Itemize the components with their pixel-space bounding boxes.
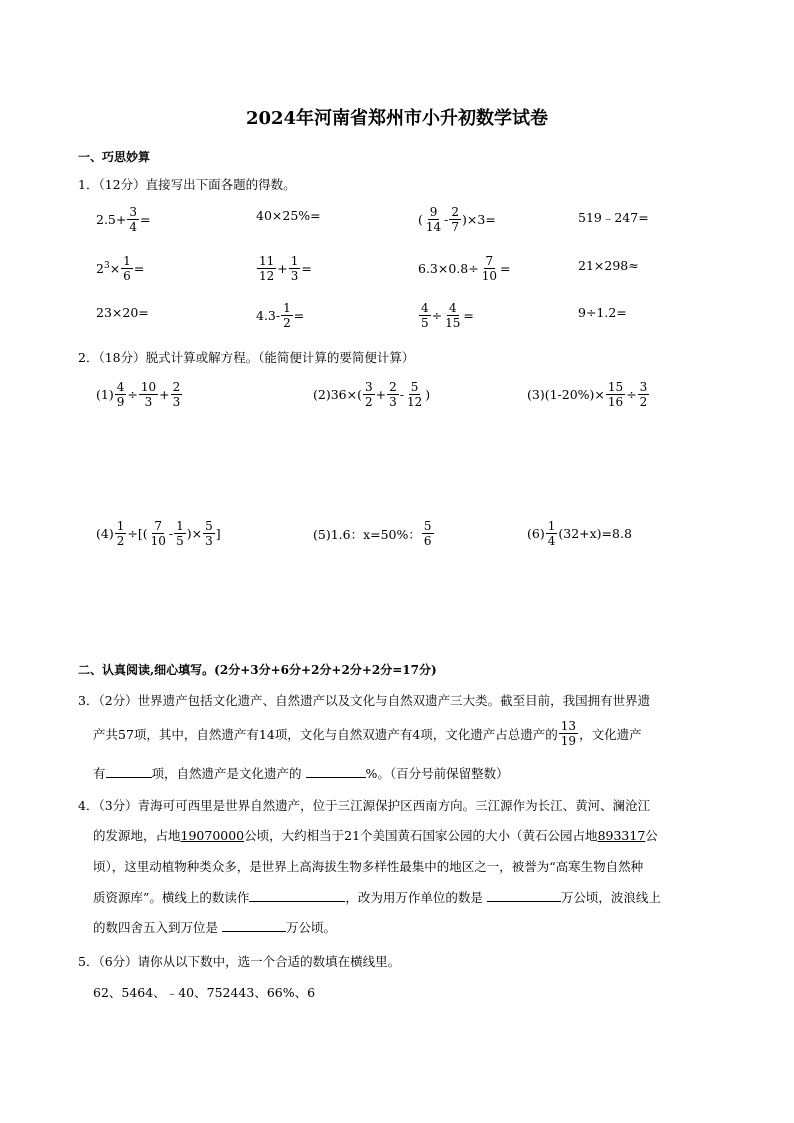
text: - (444, 212, 449, 227)
answer-blank[interactable] (487, 889, 561, 902)
answer-blank[interactable] (306, 765, 366, 778)
denominator: 4 (129, 220, 137, 234)
q1-r3c2 (256, 302, 304, 329)
label: (1) (96, 387, 114, 402)
text: ] (215, 526, 221, 541)
fraction (387, 381, 399, 408)
fraction (480, 255, 499, 282)
fraction (449, 206, 461, 233)
fraction (174, 520, 186, 547)
text: ，改为用万作单位的数是 (345, 890, 483, 905)
text: )× (186, 526, 203, 541)
text: = (463, 308, 474, 323)
q2-p6 (527, 520, 632, 547)
q1-r3c1: 23×20= (96, 305, 149, 320)
text: × (109, 261, 121, 276)
text: ÷ (127, 387, 138, 402)
numerator: 1 (283, 301, 291, 315)
q4-line5 (93, 918, 336, 936)
denominator: 5 (176, 534, 184, 548)
label: (2)36×( (313, 387, 362, 402)
fraction (171, 381, 183, 408)
fraction (121, 255, 133, 282)
denominator: 4 (547, 534, 556, 548)
fraction (127, 206, 139, 233)
q2-p5 (313, 520, 435, 547)
denominator: 3 (205, 534, 213, 548)
numerator: 3 (364, 380, 373, 394)
q1-r1c1 (96, 206, 150, 233)
text: ( (418, 212, 423, 227)
numerator: 5 (205, 519, 213, 533)
text: 6.3×0.8÷ (418, 261, 479, 276)
numerator: 5 (423, 519, 432, 533)
q5-numbers: 62、5464、﹣40、752443、66%、6 (93, 985, 316, 1000)
denominator: 2 (639, 395, 648, 409)
answer-blank[interactable] (222, 919, 286, 932)
text: 产共57项，其中，自然遗产有14项，文化与自然双遗产有4项，文化遗产占总遗产的 (93, 726, 558, 742)
numerator: 11 (259, 254, 275, 268)
q1-r1c4: 519﹣247= (578, 210, 649, 225)
fraction (363, 381, 375, 408)
q2-p2 (313, 381, 430, 408)
fraction (115, 520, 127, 547)
q1-r2c1 (96, 255, 144, 282)
text: 的数四舍五入到万位是 (93, 920, 219, 935)
text: ÷ (431, 308, 443, 323)
text: - (168, 526, 174, 541)
fraction (115, 381, 127, 408)
text: 有 (93, 766, 106, 781)
numerator: 1 (290, 254, 299, 268)
numerator: 2 (172, 380, 181, 394)
answer-blank[interactable] (106, 765, 152, 778)
fraction (281, 302, 293, 329)
numerator: 3 (129, 205, 137, 219)
numerator: 5 (410, 380, 419, 394)
fraction (289, 255, 301, 282)
numerator: 1 (547, 519, 556, 533)
numerator: 1 (123, 254, 131, 268)
fraction (405, 381, 424, 408)
label: (3)(1-20%)× (527, 387, 605, 402)
denominator: 3 (172, 395, 181, 409)
text: ) (425, 387, 431, 402)
text: (32+x)=8.8 (558, 526, 632, 541)
numerator: 2 (389, 380, 397, 394)
fraction (424, 206, 443, 233)
denominator: 16 (607, 395, 624, 409)
numerator: 4 (421, 301, 429, 315)
denominator: 10 (150, 534, 166, 548)
denominator: 3 (389, 395, 397, 409)
numerator: 3 (639, 380, 648, 394)
text (96, 261, 110, 276)
numerator: 1 (116, 519, 125, 533)
q1-stem: 1．（12分）直接写出下面各题的得数。 (78, 177, 296, 192)
q2-stem: 2．（18分）脱式计算或解方程。（能简便计算的要简便计算） (78, 350, 415, 365)
text: ，文化遗产 (579, 726, 642, 742)
q2-p3 (527, 381, 650, 408)
text: = (301, 261, 312, 276)
q1-r2c2 (256, 255, 312, 282)
denominator: 10 (481, 269, 497, 283)
q3-line3 (93, 764, 509, 782)
fraction (139, 381, 158, 408)
denominator: 15 (445, 316, 461, 330)
fraction (638, 381, 650, 408)
text: 质资源库”。横线上的数读作 (93, 890, 250, 905)
numerator: 7 (154, 519, 163, 533)
numerator: 15 (607, 380, 624, 394)
text: - (399, 387, 404, 402)
denominator: 9 (116, 395, 125, 409)
text: + (277, 261, 288, 276)
q4-line1: 4．（3分）青海可可西里是世界自然遗产，位于三江源保护区西南方向。三江源作为长江、黄河、澜沧江 (78, 798, 651, 813)
text: 万公顷，波浪线上 (560, 890, 661, 905)
text: = (293, 308, 305, 323)
q1-r2c4: 21×298≈ (578, 258, 639, 273)
text: %。（百分号前保留整数） (365, 766, 509, 781)
answer-blank[interactable] (249, 889, 345, 902)
text: + (159, 387, 170, 402)
text: 2.5+ (96, 212, 127, 227)
denominator: 2 (283, 316, 291, 330)
q1-r1c2: 40×25%= (256, 208, 321, 223)
text: = (500, 261, 511, 276)
denominator: 14 (425, 220, 442, 234)
text: = (133, 261, 145, 276)
label: (5)1.6：x=50%： (313, 526, 421, 542)
q1-r3c4: 9÷1.2= (578, 305, 627, 320)
label: (6) (527, 526, 545, 541)
fraction (422, 520, 434, 547)
fraction (203, 520, 215, 547)
numerator: 10 (140, 380, 157, 394)
text: ÷[( (127, 526, 148, 541)
q5-line1: 5．（6分）请你从以下数中，选一个合适的数填在横线里。 (78, 954, 401, 969)
q1-r2c3 (418, 255, 510, 282)
fraction (419, 302, 431, 329)
q3-line2 (93, 720, 642, 747)
section2-heading: 二、认真阅读,细心填写。(2分+3分+6分+2分+2分+2分=17分) (78, 663, 437, 677)
q2-p4 (96, 520, 221, 547)
text: + (375, 387, 387, 402)
q3-line1: 3．（2分）世界遗产包括文化遗产、自然遗产以及文化与自然双遗产三大类。截至目前，我国拥有世界遗 (78, 693, 651, 708)
q1-r1c3 (418, 206, 496, 233)
fraction (443, 302, 462, 329)
text: = (140, 212, 151, 227)
numerator: 4 (116, 380, 125, 394)
denominator: 6 (123, 269, 131, 283)
text: 4.3- (256, 308, 281, 323)
wavy-underlined-number: 893317 (597, 828, 646, 843)
denominator: 7 (451, 220, 460, 234)
numerator: 4 (448, 301, 457, 315)
text: 公顷，大约相当于21个美国黄石国家公园的大小（黄石公园占地 (244, 828, 598, 843)
fraction (257, 255, 276, 282)
q4-line4 (93, 888, 661, 906)
underlined-number: 19070000 (180, 828, 245, 843)
text: )×3= (462, 212, 496, 227)
base: 2 (96, 261, 104, 277)
numerator: 7 (485, 254, 494, 268)
text: 的发源地，占地 (93, 828, 181, 843)
numerator: 2 (451, 205, 460, 219)
denominator: 2 (116, 534, 125, 548)
denominator: 19 (560, 734, 577, 748)
text: ÷ (626, 387, 637, 402)
section1-heading: 一、巧思妙算 (78, 150, 151, 164)
denominator: 12 (406, 395, 423, 409)
numerator: 1 (176, 519, 184, 533)
q2-p1 (96, 381, 183, 408)
fraction (606, 381, 625, 408)
page-title: 2024年河南省郑州市小升初数学试卷 (245, 108, 549, 129)
text: 公 (645, 828, 658, 843)
fraction (559, 720, 578, 747)
fraction (149, 520, 168, 547)
exponent: 3 (103, 260, 110, 271)
text: 万公顷。 (286, 920, 337, 935)
denominator: 3 (144, 395, 153, 409)
text: 项，自然遗产是文化遗产的 (151, 766, 302, 781)
denominator: 6 (423, 534, 432, 548)
label: (4) (96, 526, 114, 541)
q4-line3: 顷），这里动植物种类众多，是世界上高海拔生物多样性最集中的地区之一，被誉为“高寒生物自然种 (93, 859, 644, 874)
numerator: 13 (560, 719, 577, 733)
fraction (546, 520, 558, 547)
denominator: 2 (364, 395, 373, 409)
denominator: 5 (421, 316, 429, 330)
q1-r3c3 (418, 302, 474, 329)
denominator: 12 (259, 269, 275, 283)
q4-line2 (93, 826, 658, 844)
denominator: 3 (290, 269, 299, 283)
numerator: 9 (429, 205, 438, 219)
